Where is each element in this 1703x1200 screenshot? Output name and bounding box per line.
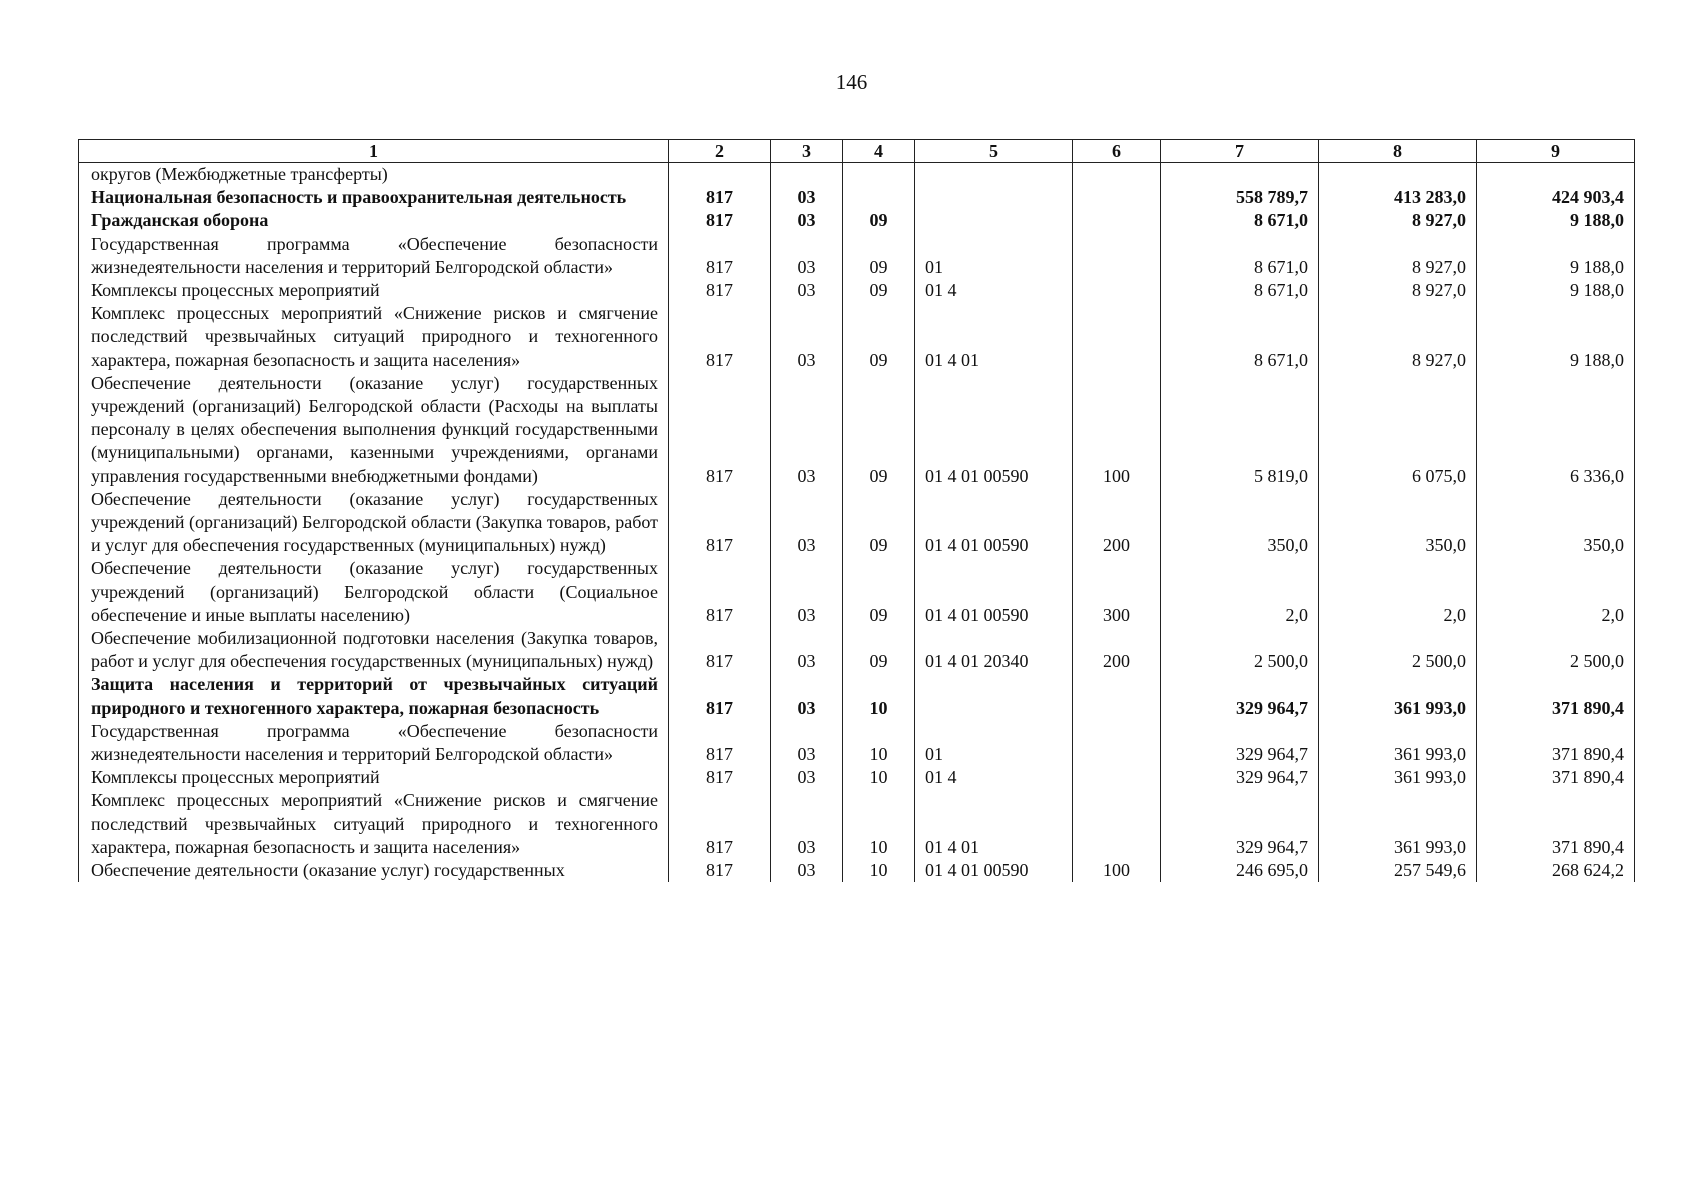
budget-table — [78, 139, 1635, 882]
table-row — [79, 859, 1635, 882]
row-amount-col9-cell: 371 890,4 — [1477, 720, 1635, 766]
row-amount-col9-cell: 9 188,0 — [1477, 209, 1635, 232]
header-col-1: 1 — [79, 140, 669, 163]
row-amount-col8-cell: 361 993,0 — [1319, 789, 1477, 859]
row-expense-type-cell — [1073, 233, 1161, 279]
table-body — [79, 163, 1635, 883]
header-col-6: 6 — [1073, 140, 1161, 163]
row-name-cell: Гражданская оборона — [79, 209, 669, 232]
row-section-code-cell: 03 — [771, 627, 843, 673]
row-name-cell: Государственная программа «Обеспечение безопасности жизнедеятельности населения и территорий Белгородской области» — [79, 720, 669, 766]
header-col-3: 3 — [771, 140, 843, 163]
table-header — [79, 140, 1635, 163]
row-expense-type-cell: 300 — [1073, 557, 1161, 627]
row-chapter-code-cell: 817 — [669, 233, 771, 279]
row-subsection-code-cell: 09 — [843, 279, 915, 302]
table-row — [79, 186, 1635, 209]
row-name-cell: Обеспечение деятельности (оказание услуг) государственных — [79, 859, 669, 882]
row-target-item-cell: 01 4 01 00590 — [915, 372, 1073, 488]
row-expense-type-cell — [1073, 766, 1161, 789]
row-section-code-cell: 03 — [771, 186, 843, 209]
row-chapter-code-cell: 817 — [669, 209, 771, 232]
row-amount-col7-cell: 2,0 — [1161, 557, 1319, 627]
row-name-cell: Комплексы процессных мероприятий — [79, 766, 669, 789]
row-expense-type-cell: 100 — [1073, 372, 1161, 488]
row-expense-type-cell — [1073, 186, 1161, 209]
row-chapter-code-cell: 817 — [669, 372, 771, 488]
row-amount-col9-cell: 9 188,0 — [1477, 302, 1635, 372]
header-col-7: 7 — [1161, 140, 1319, 163]
row-amount-col8-cell: 350,0 — [1319, 488, 1477, 558]
row-name-cell: Обеспечение деятельности (оказание услуг) государственных учреждений (организаций) Белгородской области (Социальное обеспечение и иные выплаты населению) — [79, 557, 669, 627]
row-target-item-cell — [915, 209, 1073, 232]
row-expense-type-cell: 200 — [1073, 627, 1161, 673]
row-section-code-cell: 03 — [771, 279, 843, 302]
row-amount-col9-cell: 350,0 — [1477, 488, 1635, 558]
row-amount-col8-cell: 413 283,0 — [1319, 186, 1477, 209]
row-name-cell: Комплексы процессных мероприятий — [79, 279, 669, 302]
row-name-cell: округов (Межбюджетные трансферты) — [79, 163, 669, 187]
row-name-cell: Обеспечение мобилизационной подготовки населения (Закупка товаров, работ и услуг для обеспечения государственных (муниципальных) нужд) — [79, 627, 669, 673]
row-subsection-code-cell: 09 — [843, 302, 915, 372]
row-target-item-cell: 01 4 01 00590 — [915, 488, 1073, 558]
row-amount-col7-cell: 8 671,0 — [1161, 233, 1319, 279]
row-subsection-code-cell: 10 — [843, 789, 915, 859]
row-expense-type-cell — [1073, 279, 1161, 302]
row-amount-col7-cell: 8 671,0 — [1161, 302, 1319, 372]
row-amount-col7-cell: 2 500,0 — [1161, 627, 1319, 673]
row-expense-type-cell — [1073, 720, 1161, 766]
row-name-cell: Комплекс процессных мероприятий «Снижение рисков и смягчение последствий чрезвычайных ситуаций природного и техногенного характера, пожарная безопасность и защита населения» — [79, 789, 669, 859]
row-target-item-cell: 01 4 01 00590 — [915, 859, 1073, 882]
row-name-cell: Комплекс процессных мероприятий «Снижение рисков и смягчение последствий чрезвычайных ситуаций природного и техногенного характера, пожарная безопасность и защита населения» — [79, 302, 669, 372]
row-name-cell: Государственная программа «Обеспечение безопасности жизнедеятельности населения и территорий Белгородской области» — [79, 233, 669, 279]
row-chapter-code-cell: 817 — [669, 720, 771, 766]
row-amount-col8-cell: 257 549,6 — [1319, 859, 1477, 882]
row-amount-col8-cell: 361 993,0 — [1319, 720, 1477, 766]
row-target-item-cell: 01 4 01 20340 — [915, 627, 1073, 673]
row-target-item-cell: 01 4 — [915, 279, 1073, 302]
row-amount-col7-cell: 329 964,7 — [1161, 766, 1319, 789]
row-subsection-code-cell: 09 — [843, 233, 915, 279]
table-row — [79, 488, 1635, 558]
row-amount-col9-cell: 371 890,4 — [1477, 766, 1635, 789]
row-amount-col9-cell: 9 188,0 — [1477, 279, 1635, 302]
row-subsection-code-cell — [843, 186, 915, 209]
row-name-cell: Обеспечение деятельности (оказание услуг) государственных учреждений (организаций) Белгородской области (Закупка товаров, работ и услуг для обеспечения государственных (муниципальных) нужд) — [79, 488, 669, 558]
row-subsection-code-cell — [843, 163, 915, 187]
row-target-item-cell — [915, 163, 1073, 187]
row-amount-col8-cell: 8 927,0 — [1319, 233, 1477, 279]
row-target-item-cell: 01 — [915, 233, 1073, 279]
table-row — [79, 766, 1635, 789]
row-section-code-cell: 03 — [771, 720, 843, 766]
row-amount-col8-cell: 2 500,0 — [1319, 627, 1477, 673]
row-target-item-cell: 01 4 01 — [915, 302, 1073, 372]
budget-table-wrapper — [78, 139, 1634, 882]
row-section-code-cell — [771, 163, 843, 187]
row-amount-col8-cell: 361 993,0 — [1319, 766, 1477, 789]
row-chapter-code-cell: 817 — [669, 789, 771, 859]
table-row — [79, 627, 1635, 673]
row-expense-type-cell: 100 — [1073, 859, 1161, 882]
row-subsection-code-cell: 10 — [843, 766, 915, 789]
row-amount-col7-cell: 350,0 — [1161, 488, 1319, 558]
row-amount-col9-cell: 268 624,2 — [1477, 859, 1635, 882]
row-expense-type-cell — [1073, 302, 1161, 372]
row-section-code-cell: 03 — [771, 673, 843, 719]
row-amount-col8-cell — [1319, 163, 1477, 187]
row-amount-col7-cell: 246 695,0 — [1161, 859, 1319, 882]
table-row — [79, 789, 1635, 859]
row-target-item-cell: 01 4 — [915, 766, 1073, 789]
row-subsection-code-cell: 09 — [843, 557, 915, 627]
row-amount-col7-cell: 5 819,0 — [1161, 372, 1319, 488]
row-amount-col8-cell: 8 927,0 — [1319, 209, 1477, 232]
row-name-cell: Защита населения и территорий от чрезвычайных ситуаций природного и техногенного характера, пожарная безопасность — [79, 673, 669, 719]
row-section-code-cell: 03 — [771, 488, 843, 558]
table-row — [79, 233, 1635, 279]
row-chapter-code-cell — [669, 163, 771, 187]
row-target-item-cell: 01 4 01 00590 — [915, 557, 1073, 627]
row-expense-type-cell — [1073, 789, 1161, 859]
row-subsection-code-cell: 09 — [843, 372, 915, 488]
table-row — [79, 209, 1635, 232]
page-number: 146 — [835, 70, 868, 94]
header-col-2: 2 — [669, 140, 771, 163]
header-col-5: 5 — [915, 140, 1073, 163]
table-row — [79, 163, 1635, 187]
row-name-cell: Национальная безопасность и правоохранительная деятельность — [79, 186, 669, 209]
row-chapter-code-cell: 817 — [669, 859, 771, 882]
table-row — [79, 720, 1635, 766]
table-row — [79, 279, 1635, 302]
row-amount-col9-cell — [1477, 163, 1635, 187]
row-amount-col7-cell: 558 789,7 — [1161, 186, 1319, 209]
row-subsection-code-cell: 09 — [843, 488, 915, 558]
table-row — [79, 557, 1635, 627]
row-amount-col7-cell: 329 964,7 — [1161, 673, 1319, 719]
row-chapter-code-cell: 817 — [669, 302, 771, 372]
row-amount-col8-cell: 2,0 — [1319, 557, 1477, 627]
row-amount-col8-cell: 8 927,0 — [1319, 302, 1477, 372]
row-amount-col9-cell: 371 890,4 — [1477, 789, 1635, 859]
row-chapter-code-cell: 817 — [669, 627, 771, 673]
row-chapter-code-cell: 817 — [669, 279, 771, 302]
header-row — [79, 140, 1635, 163]
row-target-item-cell — [915, 673, 1073, 719]
row-section-code-cell: 03 — [771, 209, 843, 232]
row-subsection-code-cell: 10 — [843, 859, 915, 882]
row-amount-col9-cell: 371 890,4 — [1477, 673, 1635, 719]
row-section-code-cell: 03 — [771, 372, 843, 488]
row-amount-col9-cell: 2 500,0 — [1477, 627, 1635, 673]
row-section-code-cell: 03 — [771, 557, 843, 627]
row-target-item-cell: 01 — [915, 720, 1073, 766]
row-amount-col8-cell: 6 075,0 — [1319, 372, 1477, 488]
row-amount-col9-cell: 424 903,4 — [1477, 186, 1635, 209]
row-subsection-code-cell: 10 — [843, 673, 915, 719]
row-section-code-cell: 03 — [771, 233, 843, 279]
row-section-code-cell: 03 — [771, 302, 843, 372]
table-row — [79, 302, 1635, 372]
row-name-cell: Обеспечение деятельности (оказание услуг) государственных учреждений (организаций) Белгородской области (Расходы на выплаты персоналу в целях обеспечения выполнения функций государственными (муниципальными) органами, казенными учреждениями, органами управления государственными внебюджетными фондами) — [79, 372, 669, 488]
row-expense-type-cell — [1073, 209, 1161, 232]
row-subsection-code-cell: 09 — [843, 209, 915, 232]
row-amount-col7-cell: 329 964,7 — [1161, 720, 1319, 766]
row-amount-col7-cell — [1161, 163, 1319, 187]
row-section-code-cell: 03 — [771, 766, 843, 789]
row-amount-col9-cell: 2,0 — [1477, 557, 1635, 627]
row-chapter-code-cell: 817 — [669, 186, 771, 209]
row-expense-type-cell: 200 — [1073, 488, 1161, 558]
row-expense-type-cell — [1073, 163, 1161, 187]
header-col-9: 9 — [1477, 140, 1635, 163]
row-amount-col8-cell: 8 927,0 — [1319, 279, 1477, 302]
row-amount-col9-cell: 9 188,0 — [1477, 233, 1635, 279]
row-expense-type-cell — [1073, 673, 1161, 719]
row-chapter-code-cell: 817 — [669, 673, 771, 719]
row-amount-col8-cell: 361 993,0 — [1319, 673, 1477, 719]
row-amount-col7-cell: 8 671,0 — [1161, 279, 1319, 302]
row-chapter-code-cell: 817 — [669, 488, 771, 558]
row-amount-col7-cell: 8 671,0 — [1161, 209, 1319, 232]
row-section-code-cell: 03 — [771, 789, 843, 859]
header-col-8: 8 — [1319, 140, 1477, 163]
row-amount-col9-cell: 6 336,0 — [1477, 372, 1635, 488]
row-subsection-code-cell: 09 — [843, 627, 915, 673]
header-col-4: 4 — [843, 140, 915, 163]
row-subsection-code-cell: 10 — [843, 720, 915, 766]
table-row — [79, 372, 1635, 488]
row-chapter-code-cell: 817 — [669, 766, 771, 789]
row-target-item-cell: 01 4 01 — [915, 789, 1073, 859]
row-chapter-code-cell: 817 — [669, 557, 771, 627]
row-amount-col7-cell: 329 964,7 — [1161, 789, 1319, 859]
row-target-item-cell — [915, 186, 1073, 209]
table-row — [79, 673, 1635, 719]
row-section-code-cell: 03 — [771, 859, 843, 882]
